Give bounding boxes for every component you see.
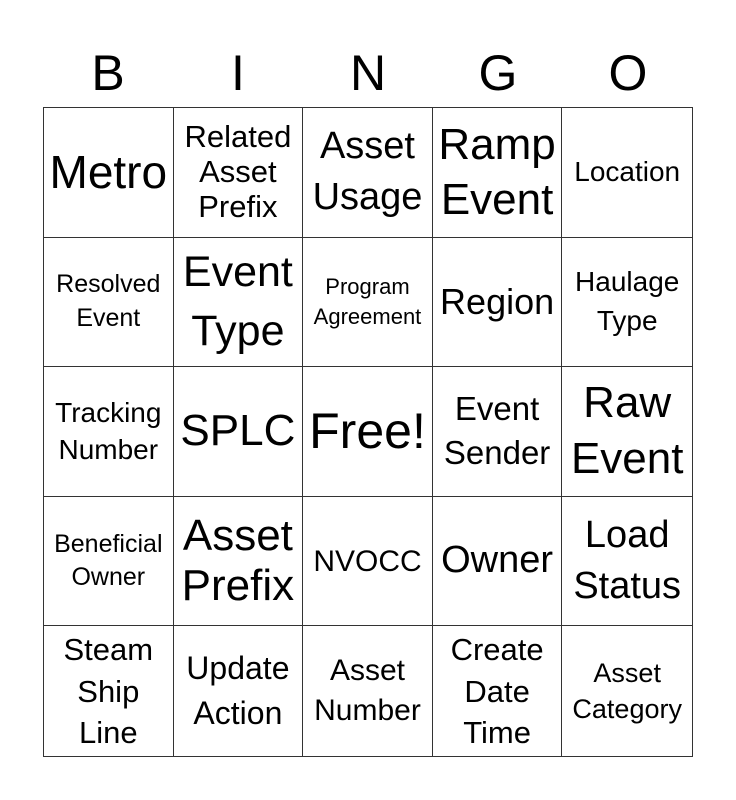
bingo-cell-label: Asset Category — [572, 657, 682, 725]
bingo-cell[interactable] — [303, 497, 433, 627]
bingo-cell[interactable] — [174, 626, 304, 756]
bingo-cell-label: Resolved Event — [56, 270, 161, 332]
bingo-cell[interactable] — [174, 367, 304, 497]
free-space-label: Free! — [309, 403, 426, 460]
bingo-cell[interactable] — [433, 108, 563, 238]
header-letter-i: I — [231, 45, 245, 101]
free-space-cell[interactable] — [303, 367, 433, 497]
header-letter-n: N — [349, 45, 387, 101]
bingo-cell[interactable] — [174, 238, 304, 368]
bingo-cell[interactable] — [44, 497, 174, 627]
bingo-cell-label: Program Agreement — [313, 274, 422, 329]
bingo-cell[interactable] — [44, 108, 174, 238]
bingo-cell-label: Load Status — [573, 513, 682, 608]
bingo-cell[interactable] — [303, 238, 433, 368]
bingo-cell[interactable] — [303, 626, 433, 756]
bingo-cell-label: Region — [440, 281, 555, 323]
bingo-board — [43, 107, 693, 757]
bingo-cell-label: Ramp Event — [438, 120, 556, 225]
bingo-header — [43, 44, 693, 102]
bingo-cell[interactable] — [433, 626, 563, 756]
bingo-cell-label: Tracking Number — [55, 396, 162, 466]
header-letter-b: B — [91, 45, 125, 101]
bingo-cell-label: Related Asset Prefix — [184, 119, 292, 224]
bingo-cell-label: Event Type — [182, 247, 293, 355]
bingo-cell-label: Update Action — [186, 649, 290, 732]
bingo-cell[interactable] — [433, 497, 563, 627]
bingo-cell-label: SPLC — [180, 406, 296, 456]
bingo-cell[interactable] — [562, 626, 692, 756]
bingo-cell-label: Steam Ship Line — [63, 632, 154, 750]
bingo-cell[interactable] — [433, 238, 563, 368]
bingo-cell[interactable] — [174, 108, 304, 238]
bingo-cell[interactable] — [303, 108, 433, 238]
bingo-cell[interactable] — [562, 108, 692, 238]
bingo-cell[interactable] — [44, 238, 174, 368]
header-letter-g: G — [478, 45, 518, 101]
bingo-cell[interactable] — [433, 367, 563, 497]
bingo-cell-label: Asset Usage — [312, 125, 423, 219]
bingo-cell[interactable] — [174, 497, 304, 627]
bingo-cell-label: Create Date Time — [450, 632, 544, 750]
bingo-cell-label: Event Sender — [443, 389, 551, 472]
bingo-cell-label: NVOCC — [313, 544, 422, 578]
bingo-cell-label: Asset Number — [314, 653, 421, 728]
bingo-cell-label: Location — [574, 155, 681, 187]
bingo-cell-label: Metro — [49, 146, 168, 199]
bingo-cell[interactable] — [44, 626, 174, 756]
bingo-cell-label: Haulage Type — [575, 266, 680, 336]
bingo-cell-label: Raw Event — [570, 378, 684, 484]
header-letter-o: O — [608, 45, 648, 101]
bingo-cell[interactable] — [562, 238, 692, 368]
bingo-cell[interactable] — [562, 367, 692, 497]
bingo-cell[interactable] — [562, 497, 692, 627]
bingo-cell-label: Beneficial Owner — [54, 530, 163, 592]
bingo-cell-label: Asset Prefix — [181, 510, 295, 611]
bingo-cell[interactable] — [44, 367, 174, 497]
bingo-cell-label: Owner — [441, 539, 554, 582]
